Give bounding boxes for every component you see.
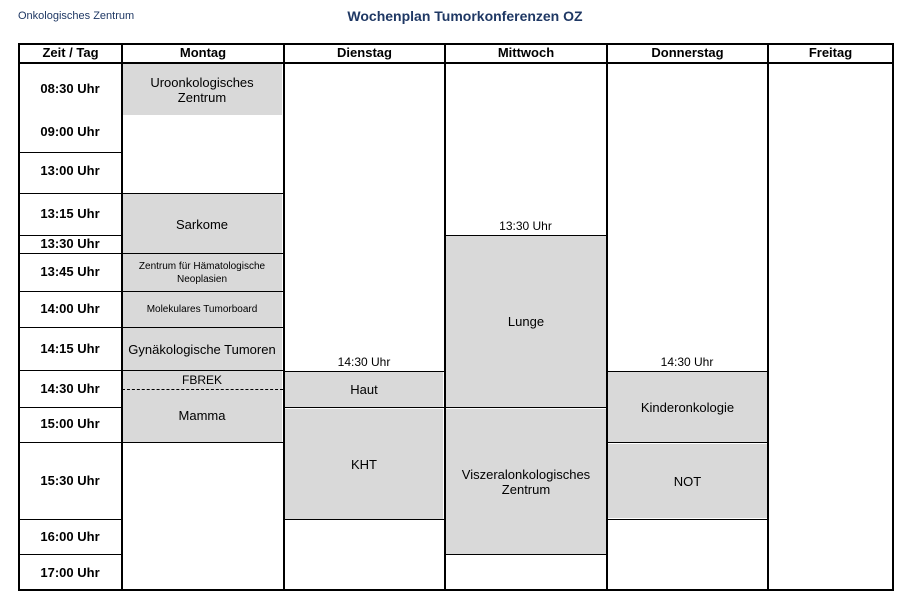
- block-haema-label: Zentrum für Hämatologische Neoplasien: [138, 260, 266, 285]
- col-header-monday: Montag: [179, 45, 227, 60]
- time-row-line: [18, 442, 122, 443]
- block-molek-label: Molekulares Tumorboard: [146, 304, 258, 315]
- block-gyn: [122, 328, 282, 370]
- wednesday-line: [445, 407, 607, 408]
- block-not-label: NOT: [673, 473, 702, 489]
- col-divider-5: [767, 43, 769, 591]
- block-uro: [122, 64, 282, 115]
- time-label: 14:00 Uhr: [40, 301, 100, 316]
- time-label: 09:00 Uhr: [40, 124, 100, 139]
- time-label: 15:30 Uhr: [40, 473, 100, 488]
- block-mamma-label: Mamma: [178, 408, 226, 423]
- monday-line: [122, 442, 284, 443]
- block-haut-label: Haut: [350, 382, 378, 397]
- time-label: 13:15 Uhr: [40, 206, 100, 221]
- fbrek-label: FBREK: [181, 373, 222, 387]
- monday-line: [122, 327, 284, 328]
- block-molek: [122, 292, 282, 327]
- time-label: 13:00 Uhr: [40, 163, 100, 178]
- time-row-line: [18, 554, 122, 555]
- time-label: 13:30 Uhr: [40, 236, 100, 251]
- time-row-line: [18, 253, 122, 254]
- thursday-start-note: 14:30 Uhr: [660, 355, 714, 369]
- block-uro-label: Uroonkologisches Zentrum: [150, 74, 254, 105]
- block-lunge: [446, 236, 606, 407]
- time-row-line: [18, 291, 122, 292]
- border-right: [892, 43, 894, 591]
- block-haema: [122, 254, 282, 291]
- col-header-friday: Freitag: [808, 45, 853, 60]
- col-header-tuesday: Dienstag: [337, 45, 392, 60]
- tuesday-line: [284, 407, 445, 408]
- block-sarkome: [122, 194, 282, 254]
- block-lunge-label: Lunge: [507, 314, 545, 329]
- wednesday-line: [445, 554, 607, 555]
- block-kht-label: KHT: [351, 457, 377, 472]
- col-divider-4: [606, 43, 608, 591]
- thursday-line: [607, 371, 768, 372]
- time-row-line: [18, 327, 122, 328]
- monday-line: [122, 253, 284, 254]
- block-kinder-label: Kinderonkologie: [640, 399, 735, 415]
- monday-line: [122, 193, 284, 194]
- time-label: 13:45 Uhr: [40, 264, 100, 279]
- col-header-wednesday: Mittwoch: [497, 45, 555, 60]
- fbrek-divider: [122, 389, 283, 390]
- time-row-line: [18, 193, 122, 194]
- time-label: 14:15 Uhr: [40, 341, 100, 356]
- tuesday-line: [284, 519, 445, 520]
- block-viszeral: [446, 409, 606, 554]
- tuesday-line: [284, 371, 445, 372]
- col-header-time: Zeit / Tag: [42, 45, 99, 60]
- block-not: [608, 444, 767, 518]
- col-divider-3: [444, 43, 446, 591]
- border-bottom: [18, 589, 894, 591]
- block-sarkome-label: Sarkome: [175, 216, 229, 232]
- col-header-thursday: Donnerstag: [651, 45, 724, 60]
- time-label: 17:00 Uhr: [40, 565, 100, 580]
- wednesday-start-note: 13:30 Uhr: [499, 219, 552, 233]
- page-title: Wochenplan Tumorkonferenzen OZ: [347, 8, 583, 24]
- time-row-line: [18, 519, 122, 520]
- block-haut: [285, 372, 443, 407]
- col-divider-2: [283, 43, 285, 591]
- time-label: 16:00 Uhr: [40, 529, 100, 544]
- time-label: 08:30 Uhr: [40, 81, 100, 96]
- time-label: 14:30 Uhr: [40, 381, 100, 396]
- wednesday-line: [445, 235, 607, 236]
- block-viszeral-label: Viszeralonkologisches Zentrum: [461, 466, 591, 497]
- thursday-line: [607, 442, 768, 443]
- time-row-line: [18, 152, 122, 153]
- monday-line: [122, 291, 284, 292]
- time-row-line: [18, 407, 122, 408]
- thursday-line: [607, 519, 768, 520]
- block-kinder: [608, 372, 767, 442]
- tuesday-start-note: 14:30 Uhr: [337, 355, 391, 369]
- block-kht: [285, 409, 443, 519]
- block-gyn-label: Gynäkologische Tumoren: [128, 341, 276, 357]
- header-divider: [18, 62, 894, 64]
- time-label: 15:00 Uhr: [40, 416, 100, 431]
- time-row-line: [18, 370, 122, 371]
- monday-line: [122, 370, 284, 371]
- col-divider-1: [121, 43, 123, 591]
- header-left: Onkologisches Zentrum: [18, 10, 135, 22]
